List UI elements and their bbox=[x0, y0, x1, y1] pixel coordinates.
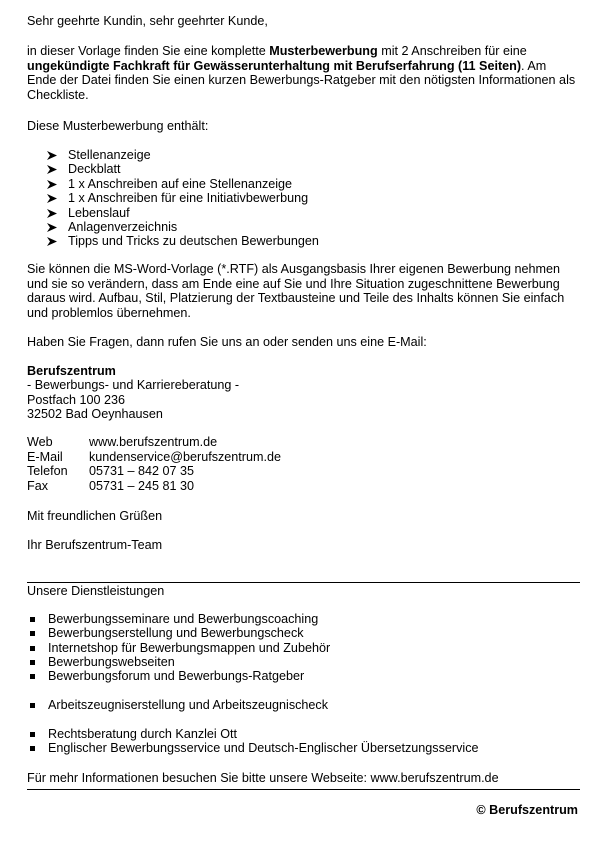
arrowhead-bullet-icon bbox=[47, 237, 57, 246]
square-bullet-icon bbox=[30, 617, 35, 622]
contact-value: kundenservice@berufszentrum.de bbox=[89, 449, 281, 464]
usage-line: Sie können die MS-Word-Vorlage (*.RTF) als Ausgangsbasis Ihrer eigenen Bewerbung nehmen bbox=[27, 262, 560, 276]
contact-value: www.berufszentrum.de bbox=[89, 435, 218, 449]
intro-text: . Am bbox=[521, 58, 547, 73]
list-item bbox=[0, 206, 319, 220]
list-item bbox=[0, 655, 330, 669]
company-name: Berufszentrum bbox=[27, 364, 116, 378]
intro-line bbox=[27, 44, 575, 59]
services-list bbox=[0, 727, 479, 756]
intro-line bbox=[27, 59, 575, 74]
list-item-label: Bewerbungsforum und Bewerbungs-Ratgeber bbox=[48, 669, 305, 684]
services-list bbox=[0, 698, 328, 712]
company-tagline: - Bewerbungs- und Karriereberatung - bbox=[27, 378, 240, 393]
divider bbox=[27, 582, 580, 583]
intro-paragraph bbox=[27, 44, 575, 102]
list-item bbox=[0, 641, 330, 655]
divider bbox=[27, 789, 580, 790]
list-item bbox=[0, 148, 319, 162]
contact-table bbox=[27, 435, 281, 493]
contents-list bbox=[0, 148, 319, 249]
copyright-text: © Berufszentrum bbox=[476, 803, 578, 817]
arrowhead-bullet-icon bbox=[47, 180, 57, 189]
signature-text: Ihr Berufszentrum-Team bbox=[27, 538, 163, 552]
arrowhead-bullet-icon bbox=[47, 165, 57, 174]
list-item-label: 1 x Anschreiben für eine Initiativbewerbung bbox=[68, 191, 309, 206]
list-item-label: Tipps und Tricks zu deutschen Bewerbungen bbox=[68, 234, 319, 249]
list-item-label: Stellenanzeige bbox=[68, 148, 151, 162]
arrowhead-bullet-icon bbox=[47, 223, 57, 232]
intro-line: Checkliste. bbox=[27, 87, 89, 102]
list-item-label: Anlagenverzeichnis bbox=[68, 219, 178, 234]
square-bullet-icon bbox=[30, 732, 35, 737]
intro-bold-text: ungekündigte Fachkraft für Gewässerunterhaltung mit Berufserfahrung (11 Seiten) bbox=[27, 58, 522, 73]
list-item-label: Bewerbungsseminare und Bewerbungscoaching bbox=[48, 612, 319, 626]
usage-line: und sie so verändern, dass am Ende eine auf Sie und Ihre Situation zugeschnittene Bewerbung bbox=[27, 276, 560, 291]
contact-label: Telefon bbox=[27, 464, 68, 479]
questions-text: Haben Sie Fragen, dann rufen Sie uns an oder senden uns eine E-Mail: bbox=[27, 335, 427, 349]
list-item bbox=[0, 669, 330, 683]
list-item-label: Englischer Bewerbungsservice und Deutsch-Englischer Übersetzungsservice bbox=[48, 741, 479, 756]
arrowhead-bullet-icon bbox=[47, 151, 57, 160]
list-item bbox=[0, 727, 479, 741]
list-item bbox=[0, 612, 330, 626]
list-item bbox=[0, 220, 319, 234]
square-bullet-icon bbox=[30, 674, 35, 679]
more-info-text: Für mehr Informationen besuchen Sie bitte unsere Webseite: www.berufszentrum.de bbox=[27, 771, 499, 785]
company-city: 32502 Bad Oeynhausen bbox=[27, 407, 163, 422]
list-item bbox=[0, 626, 330, 640]
contact-row-email bbox=[27, 450, 281, 465]
arrowhead-bullet-icon bbox=[47, 194, 57, 203]
company-address bbox=[27, 364, 239, 422]
list-item bbox=[0, 234, 319, 248]
list-item-label: Rechtsberatung durch Kanzlei Ott bbox=[48, 727, 238, 741]
contact-label: Web bbox=[27, 435, 53, 449]
contact-row-fax bbox=[27, 479, 281, 494]
contact-value: 05731 – 842 07 35 bbox=[89, 464, 195, 479]
list-item bbox=[0, 177, 319, 191]
contact-row-web bbox=[27, 435, 281, 450]
list-item-label: Bewerbungswebseiten bbox=[48, 654, 175, 669]
contact-value: 05731 – 245 81 30 bbox=[89, 478, 195, 493]
contents-heading: Diese Musterbewerbung enthält: bbox=[27, 119, 209, 133]
intro-text: in dieser Vorlage finden Sie eine komplette bbox=[27, 44, 270, 58]
square-bullet-icon bbox=[30, 746, 35, 751]
closing-text: Mit freundlichen Grüßen bbox=[27, 509, 163, 523]
square-bullet-icon bbox=[30, 660, 35, 665]
list-item bbox=[0, 191, 319, 205]
list-item-label: Internetshop für Bewerbungsmappen und Zubehör bbox=[48, 640, 331, 655]
list-item-label: Arbeitszeugniserstellung und Arbeitszeugnischeck bbox=[48, 698, 329, 712]
list-item bbox=[0, 162, 319, 176]
usage-line: und problemlos übernehmen. bbox=[27, 305, 191, 320]
list-item bbox=[0, 741, 479, 755]
company-postbox: Postfach 100 236 bbox=[27, 392, 126, 407]
intro-text: mit 2 Anschreiben für eine bbox=[377, 44, 527, 58]
list-item-label: Lebenslauf bbox=[68, 205, 130, 220]
square-bullet-icon bbox=[30, 646, 35, 651]
contact-label: Fax bbox=[27, 478, 48, 493]
services-heading: Unsere Dienstleistungen bbox=[27, 584, 165, 598]
contact-label: E-Mail bbox=[27, 449, 63, 464]
square-bullet-icon bbox=[30, 631, 35, 636]
list-item bbox=[0, 698, 328, 712]
intro-bold-text: Musterbewerbung bbox=[269, 44, 378, 58]
list-item-label: 1 x Anschreiben auf eine Stellenanzeige bbox=[68, 176, 293, 191]
square-bullet-icon bbox=[30, 703, 35, 708]
arrowhead-bullet-icon bbox=[47, 209, 57, 218]
usage-line: daraus wird. Aufbau, Stil, Platzierung der Textbausteine und Teile des Inhalts können Sie einfach bbox=[27, 291, 565, 306]
intro-line: Ende der Datei finden Sie einen kurzen Bewerbungs-Ratgeber mit den nötigsten Informationen als bbox=[27, 73, 576, 87]
services-list bbox=[0, 612, 330, 683]
list-item-label: Bewerbungserstellung und Bewerbungscheck bbox=[48, 626, 304, 641]
contact-row-phone bbox=[27, 464, 281, 479]
list-item-label: Deckblatt bbox=[68, 162, 121, 177]
salutation: Sehr geehrte Kundin, sehr geehrter Kunde, bbox=[27, 14, 268, 28]
usage-paragraph bbox=[27, 262, 564, 320]
